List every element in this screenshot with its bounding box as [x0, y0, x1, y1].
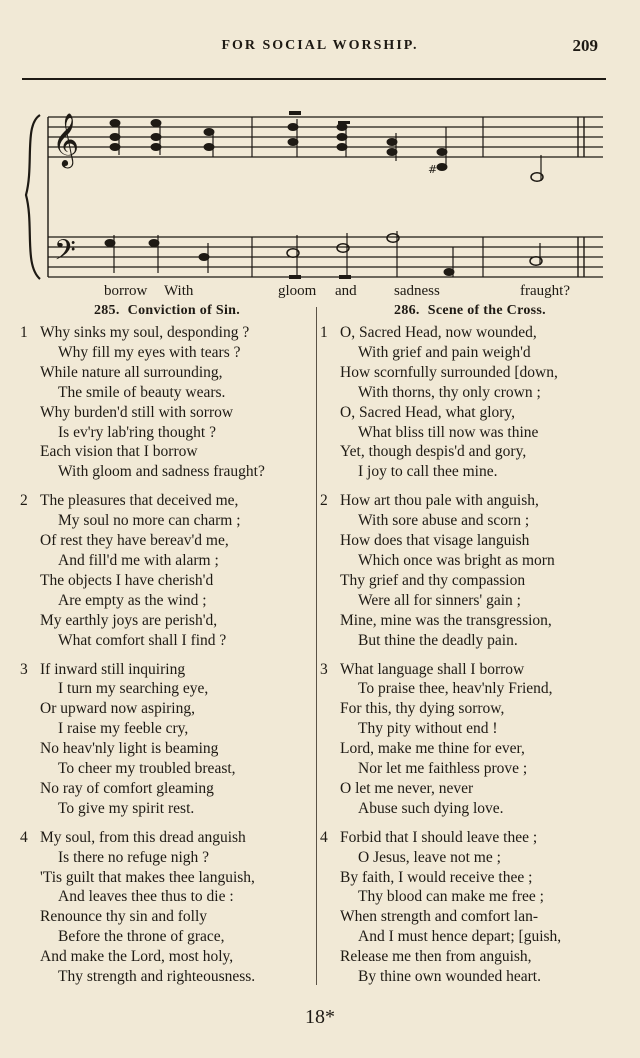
verse-line: Renounce thy sin and folly	[40, 908, 208, 926]
stanza-number: 1	[20, 324, 28, 341]
verse-line: Forbid that I should leave thee ;	[340, 828, 538, 846]
svg-text:#: #	[428, 163, 438, 176]
verse-line: For this, thy dying sorrow,	[340, 700, 505, 718]
lyric-word: fraught?	[520, 283, 570, 299]
verse-line: And fill'd me with alarm ;	[58, 551, 219, 569]
verse-line: The smile of beauty wears.	[58, 383, 226, 401]
verse-line: No heav'nly light is beaming	[40, 740, 219, 758]
hymn-title-text: Scene of the Cross.	[427, 303, 546, 318]
verse-line: No ray of comfort gleaming	[40, 779, 214, 797]
verse-line: To cheer my troubled breast,	[58, 760, 236, 778]
signature-mark: 18*	[305, 1006, 335, 1028]
stanza-number: 2	[20, 492, 28, 510]
verse-line: What bliss till now was thine	[358, 423, 539, 441]
verse-line: What language shall I borrow	[340, 660, 525, 678]
hymn-number: 285.	[93, 303, 120, 318]
verse-line: By faith, I would receive thee ;	[340, 868, 533, 886]
music-score	[0, 95, 640, 299]
svg-text:𝄢: 𝄢	[54, 234, 76, 274]
verse-line: Before the throne of grace,	[58, 928, 225, 946]
verse-line: Is there no refuge nigh ?	[58, 848, 210, 866]
verse-line: How scornfully surrounded [down,	[340, 363, 558, 381]
verse-line: Are empty as the wind ;	[58, 591, 207, 609]
lyric-word: With	[164, 283, 194, 299]
stanza-number: 4	[20, 828, 28, 846]
hymn-285-column	[20, 303, 314, 996]
verse-line: What comfort shall I find ?	[58, 631, 227, 649]
verse-line: 'Tis guilt that makes thee languish,	[40, 868, 255, 886]
stanza	[20, 323, 314, 482]
stanza	[320, 660, 620, 819]
stanza-number: 4	[320, 828, 328, 846]
verse-line: Mine, mine was the transgression,	[340, 611, 552, 629]
verse-line: Which once was bright as morn	[358, 551, 555, 569]
verse-line: When strength and comfort lan-	[340, 908, 538, 926]
verse-line: Thy pity without end !	[358, 720, 498, 738]
verse-line: Or upward now aspiring,	[40, 700, 195, 718]
stanza	[20, 828, 314, 987]
verse-line: If inward still inquiring	[40, 660, 186, 678]
verse-line: To give my spirit rest.	[58, 799, 195, 817]
stanza	[320, 828, 620, 987]
verse-line: With gloom and sadness fraught?	[58, 463, 265, 481]
lyric-word: sadness	[394, 283, 440, 299]
verse-line: To praise thee, heav'nly Friend,	[358, 680, 553, 698]
verse-line: O, Sacred Head, what glory,	[340, 403, 516, 421]
verse-line: Were all for sinners' gain ;	[358, 591, 521, 609]
lyric-word: and	[335, 283, 357, 299]
verse-line: My earthly joys are perish'd,	[40, 611, 218, 629]
music-lyrics	[0, 283, 640, 303]
verse-line: And leaves thee thus to die :	[58, 888, 234, 906]
verse-line: My soul no more can charm ;	[58, 512, 241, 530]
verse-line: And I must hence depart; [guish,	[358, 928, 562, 946]
verse-line: Why fill my eyes with tears ?	[58, 343, 241, 361]
svg-text:𝄞: 𝄞	[52, 112, 80, 166]
verse-line: I joy to call thee mine.	[358, 463, 498, 481]
verse-line: But thine the deadly pain.	[358, 631, 518, 649]
stanza-number: 3	[20, 660, 28, 678]
hymn-title-text: Conviction of Sin.	[127, 303, 241, 318]
hymn-number: 286.	[394, 303, 420, 318]
verse-line: O, Sacred Head, now wounded,	[340, 324, 537, 341]
verse-line: Thy blood can make me free ;	[358, 888, 544, 906]
staff-notation	[0, 95, 640, 290]
verse-line: Nor let me faithless prove ;	[358, 760, 528, 778]
column-divider	[316, 307, 317, 985]
verse-line: The pleasures that deceived me,	[40, 492, 239, 510]
stanza	[320, 491, 620, 650]
stanza-number: 1	[320, 324, 328, 341]
stanza-number: 3	[320, 660, 328, 678]
verse-line: How art thou pale with anguish,	[340, 492, 539, 510]
verse-line: The objects I have cherish'd	[40, 571, 214, 589]
header-rule	[22, 78, 606, 80]
verse-line: Is ev'ry lab'ring thought ?	[58, 423, 216, 441]
verse-line: While nature all surrounding,	[40, 363, 223, 381]
verse-line: How does that visage languish	[340, 532, 530, 550]
lyric-word: borrow	[104, 283, 148, 299]
verse-line: Why burden'd still with sorrow	[40, 403, 234, 421]
verse-line: I turn my searching eye,	[58, 680, 209, 698]
verse-line: Of rest they have bereav'd me,	[40, 532, 229, 550]
stanza	[320, 323, 620, 482]
page-header	[0, 36, 640, 58]
verse-line: Lord, make me thine for ever,	[340, 740, 525, 758]
verse-line: Each vision that I borrow	[40, 443, 198, 461]
verse-line: Yet, though despis'd and gory,	[340, 443, 527, 461]
hymn-columns	[0, 303, 640, 993]
stanza-number: 2	[320, 492, 328, 510]
verse-line: With sore abuse and scorn ;	[358, 512, 530, 530]
page-number: 209	[572, 36, 598, 55]
verse-line: With thorns, thy only crown ;	[358, 383, 541, 401]
verse-line: O let me never, never	[340, 779, 474, 797]
verse-line: Thy grief and thy compassion	[340, 571, 526, 589]
verse-line: My soul, from this dread anguish	[40, 828, 246, 846]
verse-line: Why sinks my soul, desponding ?	[40, 324, 250, 341]
verse-line: And make the Lord, most holy,	[40, 948, 234, 966]
verse-line: Thy strength and righteousness.	[58, 968, 256, 986]
hymn-title	[320, 303, 620, 323]
running-title: FOR SOCIAL WORSHIP.	[221, 38, 419, 53]
verse-line: I raise my feeble cry,	[58, 720, 189, 738]
verse-line: With grief and pain weigh'd	[358, 343, 531, 361]
stanza	[20, 660, 314, 819]
verse-line: O Jesus, leave not me ;	[358, 848, 501, 866]
hymn-286-column	[320, 303, 620, 996]
verse-line: Release me then from anguish,	[340, 948, 532, 966]
verse-line: Abuse such dying love.	[358, 799, 504, 817]
lyric-word: gloom	[278, 283, 317, 299]
stanza	[20, 491, 314, 650]
hymn-title	[20, 303, 314, 323]
verse-line: By thine own wounded heart.	[358, 968, 541, 986]
